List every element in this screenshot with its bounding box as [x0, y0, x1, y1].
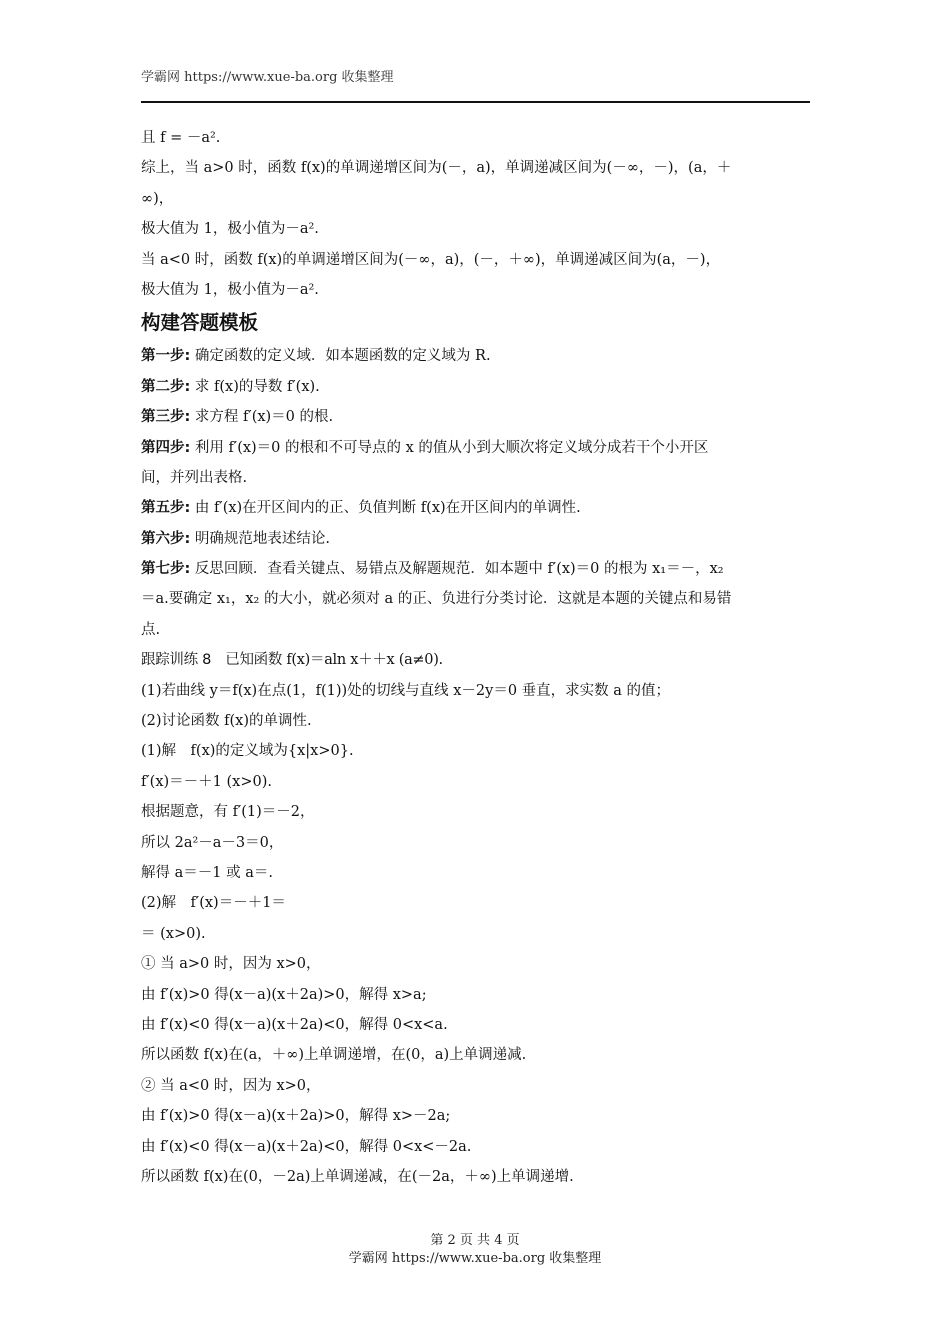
- solution-line: ② 当 a<0 时，因为 x>0，: [141, 1077, 321, 1094]
- step-text: 求方程 f′(x)＝0 的根.: [194, 409, 334, 426]
- section-title: 构建答题模板: [141, 311, 259, 335]
- exercise-part: (2)讨论函数 f(x)的单调性.: [141, 713, 312, 730]
- step-text-continued: 点.: [141, 621, 161, 638]
- page-number: 第 2 页 共 4 页: [430, 1233, 520, 1248]
- solution-line: 所以 2a²－a－3＝0，: [141, 834, 284, 851]
- solution-line: f′(x)＝－＋1 (x>0).: [141, 773, 272, 790]
- solution-line: 所以函数 f(x)在(a，＋∞)上单调递增，在(0，a)上单调递减.: [141, 1047, 527, 1064]
- step-label: 第七步:: [141, 561, 191, 578]
- step-text-continued: 间，并列出表格.: [141, 469, 248, 486]
- solution-line: 解得 a＝－1 或 a＝.: [141, 864, 273, 881]
- exercise-part: (1)若曲线 y＝f(x)在点(1，f(1))处的切线与直线 x－2y＝0 垂直，求实数 a 的值；: [141, 682, 671, 699]
- body-line: 极大值为 1，极小值为－a².: [141, 221, 319, 238]
- step-text: 确定函数的定义域．如本题函数的定义域为 R.: [194, 348, 491, 365]
- step-5: [141, 493, 810, 523]
- solution-line: ＝ (x>0).: [141, 925, 206, 942]
- document-body: [141, 123, 810, 1192]
- step-6: [141, 524, 810, 554]
- solution-line: 所以函数 f(x)在(0，－2a)上单调递减，在(－2a，＋∞)上单调递增.: [141, 1168, 574, 1185]
- body-line: 当 a<0 时，函数 f(x)的单调递增区间为(－∞，a)，(－，＋∞)，单调递减区间为(a，－)，: [141, 251, 721, 268]
- step-text: 求 f(x)的导数 f′(x).: [194, 378, 320, 395]
- step-7: [141, 554, 810, 584]
- solution-line: 根据题意，有 f′(1)＝－2，: [141, 804, 315, 821]
- footer-source: 学霸网 https://www.xue-ba.org 收集整理: [348, 1251, 602, 1266]
- step-label: 第三步:: [141, 409, 191, 426]
- header-divider: [141, 101, 810, 103]
- solution-line: 由 f′(x)>0 得(x－a)(x＋2a)>0，解得 x>－2a;: [141, 1108, 451, 1125]
- solution-line: (1)解 f(x)的定义域为{x|x>0}.: [141, 743, 354, 760]
- step-2: [141, 372, 810, 402]
- solution-line: 由 f′(x)<0 得(x－a)(x＋2a)<0，解得 0<x<－2a.: [141, 1138, 472, 1155]
- body-line: 极大值为 1，极小值为－a².: [141, 281, 319, 298]
- page-header: 学霸网 https://www.xue-ba.org 收集整理: [141, 70, 394, 85]
- step-text: 明确规范地表述结论.: [194, 530, 331, 547]
- step-label: 第六步:: [141, 530, 191, 547]
- body-line: ∞)，: [141, 190, 174, 207]
- step-label: 第五步:: [141, 500, 191, 517]
- exercise-question-text: 已知函数 f(x)＝aln x＋＋x (a≠0).: [225, 652, 443, 669]
- step-label: 第二步:: [141, 378, 191, 395]
- step-text-continued: ＝a.要确定 x₁，x₂ 的大小，就必须对 a 的正、负进行分类讨论．这就是本题的关键点和易错: [141, 591, 732, 608]
- step-label: 第一步:: [141, 348, 191, 365]
- step-text: 利用 f′(x)＝0 的根和不可导点的 x 的值从小到大顺次将定义域分成若干个小开区: [194, 439, 709, 456]
- step-text: 反思回顾．查看关键点、易错点及解题规范．如本题中 f′(x)＝0 的根为 x₁＝－，x₂: [194, 561, 724, 578]
- body-line: 综上，当 a>0 时，函数 f(x)的单调递增区间为(－，a)，单调递减区间为(－∞，－)，(a，＋: [141, 160, 732, 177]
- step-1: [141, 341, 810, 371]
- body-line: 且 f = －a².: [141, 130, 221, 146]
- solution-line: 由 f′(x)<0 得(x－a)(x＋2a)<0，解得 0<x<a.: [141, 1016, 448, 1033]
- step-4: [141, 433, 810, 463]
- solution-line: 由 f′(x)>0 得(x－a)(x＋2a)>0，解得 x>a;: [141, 986, 427, 1003]
- solution-line: (2)解 f′(x)＝－＋1＝: [141, 895, 286, 912]
- exercise-question: [141, 645, 810, 675]
- solution-line: ① 当 a>0 时，因为 x>0，: [141, 956, 321, 973]
- step-text: 由 f′(x)在开区间内的正、负值判断 f(x)在开区间内的单调性.: [194, 500, 581, 517]
- step-3: [141, 402, 810, 432]
- step-label: 第四步:: [141, 439, 191, 456]
- exercise-label: 跟踪训练 8: [141, 652, 212, 669]
